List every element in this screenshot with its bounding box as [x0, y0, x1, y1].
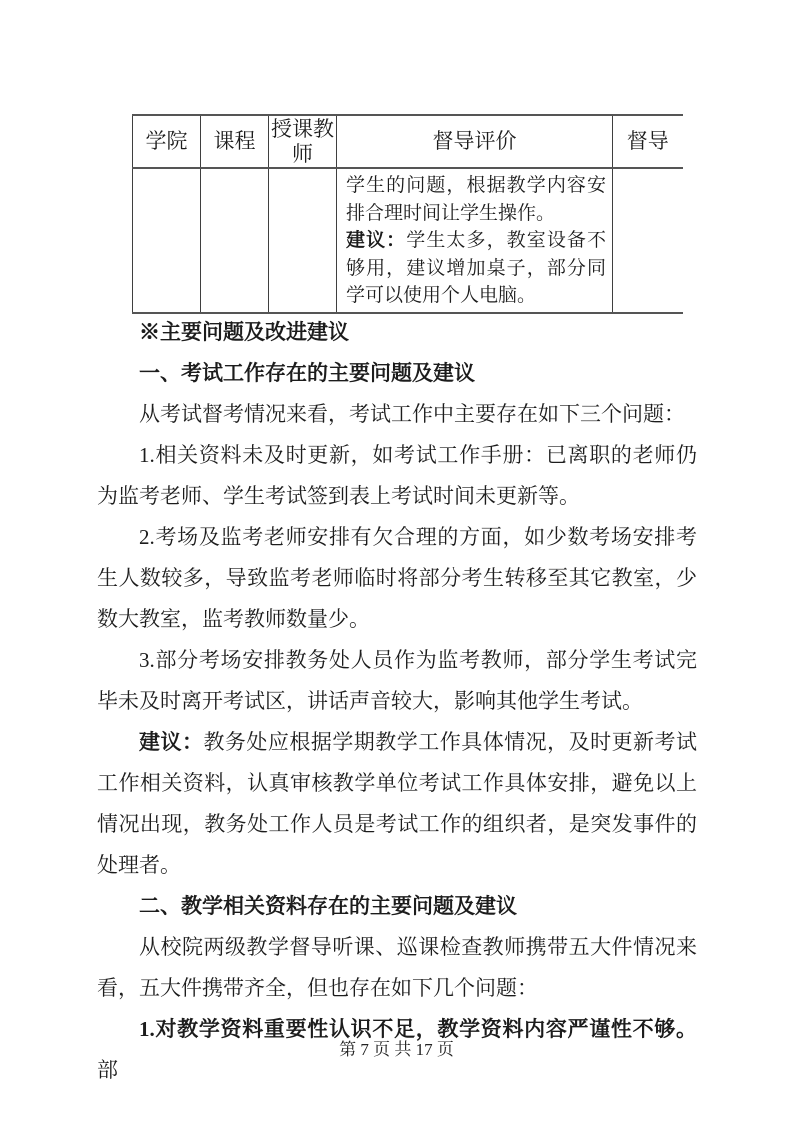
evaluation-paragraph-2	[346, 227, 606, 310]
college-cell	[133, 168, 201, 313]
column-header-supervisor: 督导	[613, 115, 683, 168]
section1-item3: 3.部分考场安排教务处人员作为监考教师，部分学生考试完毕未及时离开考试区，讲话声音较大，影响其他学生考试。	[97, 648, 697, 713]
section1-intro: 从考试督考情况来看，考试工作中主要存在如下三个问题：	[139, 402, 685, 426]
teacher-cell	[269, 168, 337, 313]
supervision-evaluation-table	[132, 114, 683, 314]
section2-heading: 二、教学相关资料存在的主要问题及建议	[139, 894, 517, 918]
column-header-teacher: 授课教师	[269, 115, 337, 168]
section1-item1: 1.相关资料未及时更新，如考试工作手册：已离职的老师仍为监考老师、学生考试签到表上考试时间未更新等。	[97, 443, 697, 508]
table-row	[133, 168, 683, 313]
section1-suggestion	[97, 722, 697, 886]
section2-intro: 从校院两级教学督导听课、巡课检查教师携带五大件情况来看，五大件携带齐全，但也存在如下几个问题：	[97, 935, 697, 1000]
suggestion-label: 建议：	[346, 230, 407, 251]
section1-suggestion-label: 建议：	[139, 730, 204, 754]
column-header-course: 课程	[201, 115, 269, 168]
section2-item1-bold: 1.对教学资料重要性认识不足，教学资料内容严谨性不够。	[139, 1017, 697, 1041]
page-number: 第 7 页 共 17 页	[339, 1040, 454, 1059]
evaluation-cell	[337, 168, 613, 313]
column-header-evaluation: 督导评价	[337, 115, 613, 168]
course-cell	[201, 168, 269, 313]
table-header-row	[133, 115, 683, 168]
section1-heading: 一、考试工作存在的主要问题及建议	[139, 361, 475, 385]
evaluation-text: 学生的问题，根据教学内容安排合理时间让学生操作。	[346, 175, 606, 224]
evaluation-paragraph-1	[346, 172, 606, 227]
section2-item1-tail: 部	[97, 1058, 118, 1082]
document-body	[97, 312, 697, 1091]
column-header-college: 学院	[133, 115, 201, 168]
suggestion-text: 学生太多，教室设备不够用，建议增加桌子，部分同学可以使用个人电脑。	[346, 230, 606, 306]
supervisor-cell	[613, 168, 683, 313]
main-heading: ※主要问题及改进建议	[139, 320, 349, 344]
section1-suggestion-text: 教务处应根据学期教学工作具体情况，及时更新考试工作相关资料，认真审核教学单位考试工作具体安排，避免以上情况出现，教务处工作人员是考试工作的组织者，是突发事件的处理者。	[97, 730, 698, 877]
section1-item2: 2.考场及监考老师安排有欠合理的方面，如少数考场安排考生人数较多，导致监考老师临时将部分考生转移至其它教室，少数大教室，监考教师数量少。	[97, 525, 697, 631]
